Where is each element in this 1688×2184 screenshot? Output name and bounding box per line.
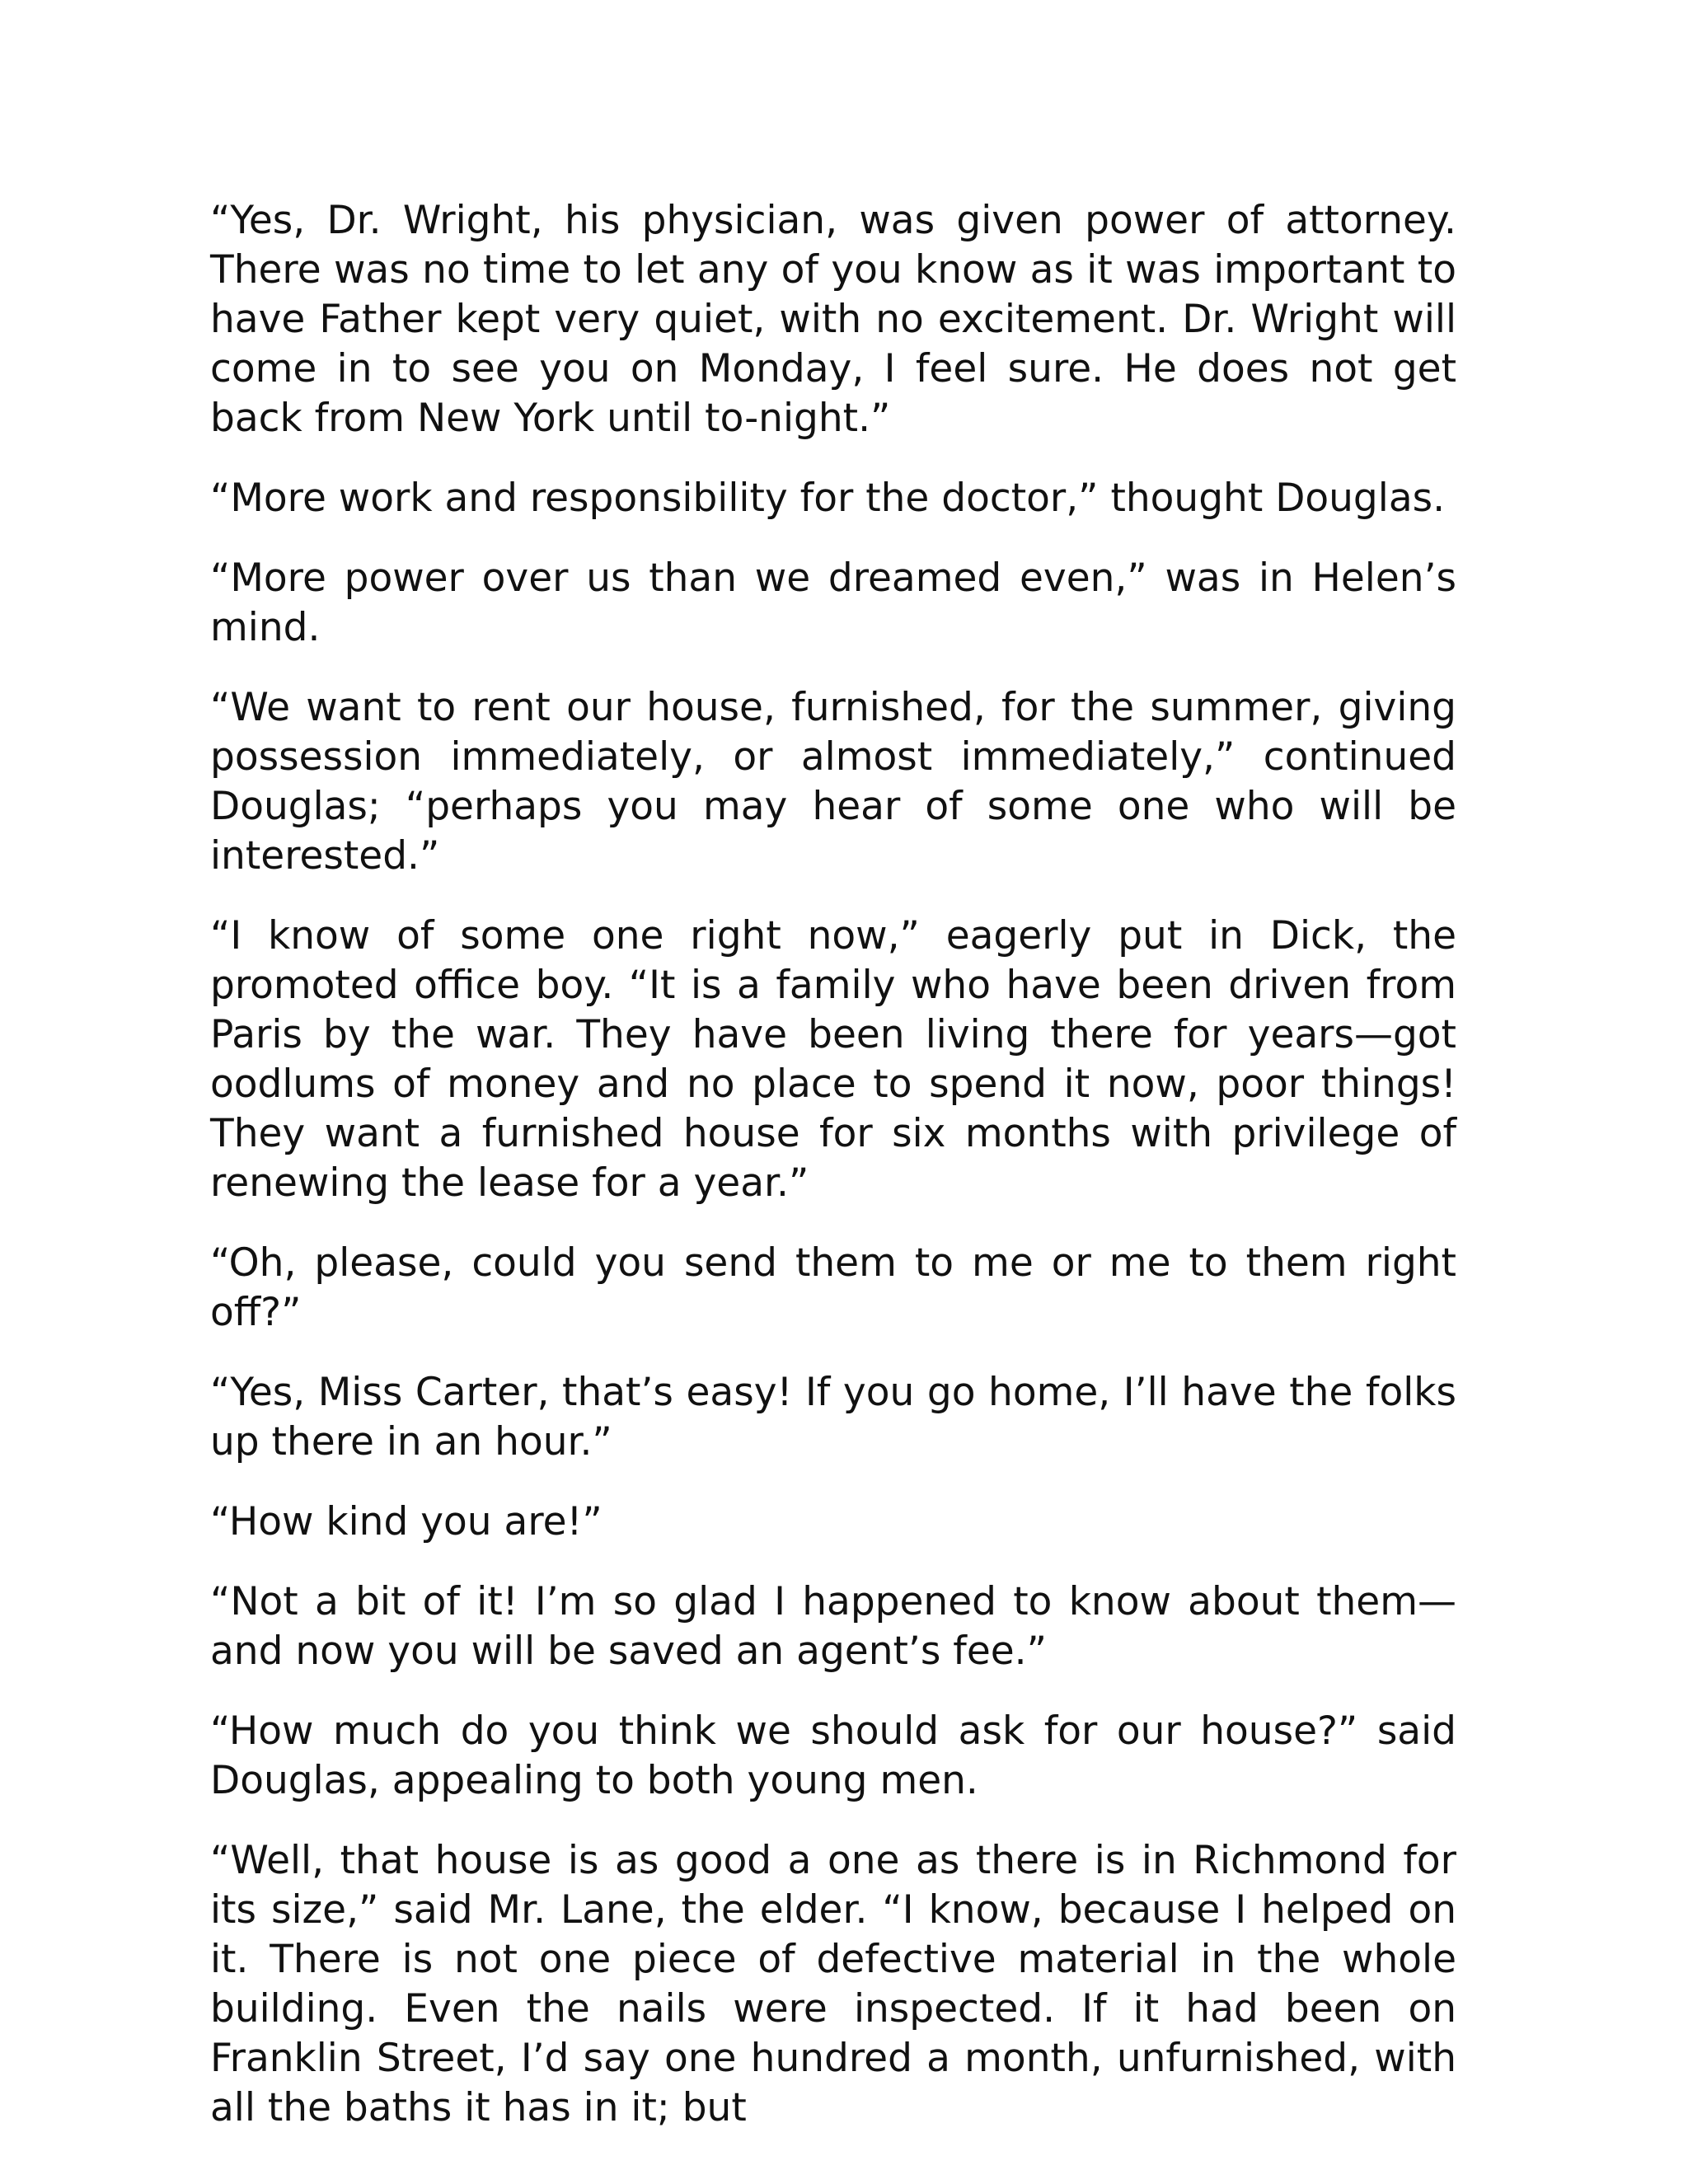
document-page: [210, 196, 1456, 2133]
paragraph: “Oh, please, could you send them to me or me to them right off?”: [210, 1240, 1456, 1335]
paragraph: “We want to rent our house, furnished, for the summer, giving possession immediately, or almost immediately,” continued Douglas; “perhaps you may hear of some one who will be interested.”: [210, 685, 1456, 879]
paragraph: “Yes, Miss Carter, that’s easy! If you go home, I’ll have the folks up there in an hour.”: [210, 1370, 1456, 1465]
paragraph: “More power over us than we dreamed even,” was in Helen’s mind.: [210, 555, 1456, 650]
paragraph: “How much do you think we should ask for our house?” said Douglas, appealing to both young men.: [210, 1708, 1456, 1803]
paragraph-continued: “Well, that house is as good a one as there is in Richmond for its size,” said Mr. Lane, the elder. “I know, because I helped on it. There is not one piece of defective material in the whole building. Even the nails were inspected. If it had been on Franklin Street, I’d say one hundred a month, unfurnished, with all the baths it has in it; but: [210, 1838, 1456, 2130]
paragraph: “Yes, Dr. Wright, his physician, was given power of attorney. There was no time to let any of you know as it was important to have Father kept very quiet, with no excitement. Dr. Wright will come in to see you on Monday, I feel sure. He does not get back from New York until to-night.”: [210, 198, 1456, 441]
paragraph: “More work and responsibility for the doctor,” thought Douglas.: [210, 476, 1446, 521]
paragraph: “How kind you are!”: [210, 1499, 603, 1544]
paragraph: “I know of some one right now,” eagerly put in Dick, the promoted office boy. “It is a family who have been driven from Paris by the war. They have been living there for years—got oodlums of money and no place to spend it now, poor things! They want a furnished house for six months with privilege of renewing the lease for a year.”: [210, 913, 1456, 1206]
paragraph: “Not a bit of it! I’m so glad I happened to know about them—and now you will be saved an agent’s fee.”: [210, 1579, 1456, 1674]
